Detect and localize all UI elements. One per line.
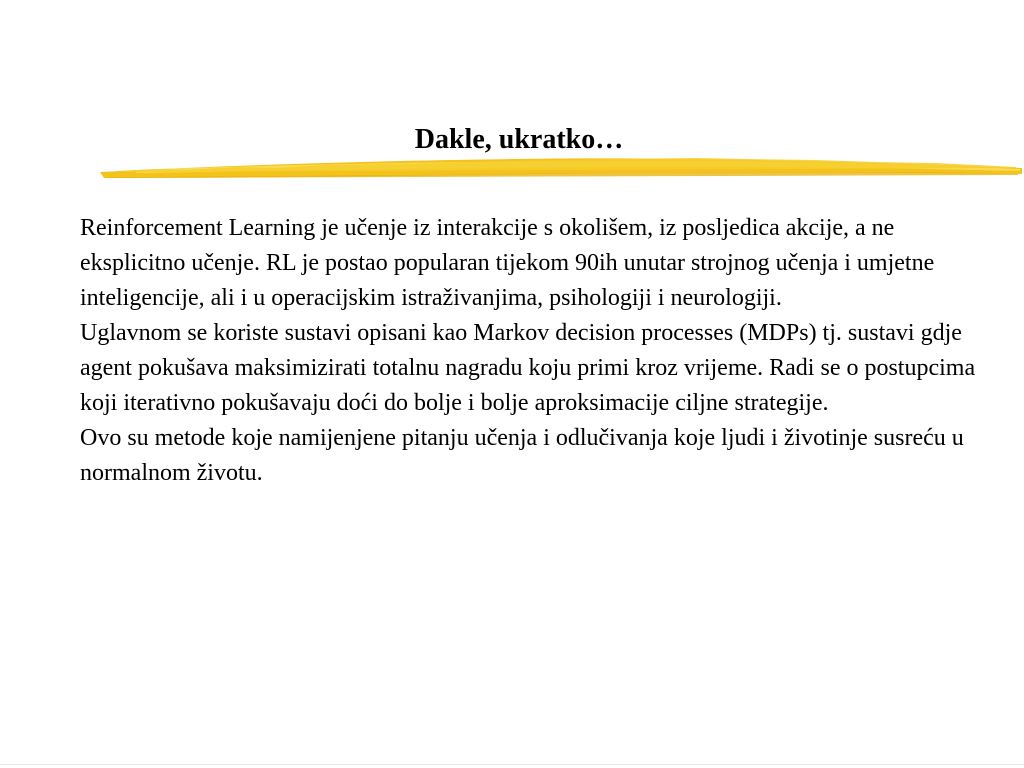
slide-bottom-divider <box>0 764 1024 765</box>
body-paragraph-1: Reinforcement Learning je učenje iz interakcije s okolišem, iz posljedica akcije, a ne eksplicitno učenje. RL je postao popularan tijekom 90ih unutar strojnog učenja i umjetne inteligencije, ali i u operacijskim istraživanjima, psihologiji i neurologiji. <box>80 215 935 311</box>
body-paragraph-2: Uglavnom se koriste sustavi opisani kao Markov decision processes (MDPs) tj. sustavi gdje agent pokušava maksimizirati totalnu nagradu koju primi kroz vrijeme. Radi se o postupcima koji iterativno pokušavaju doći do bolje i bolje aproksimacije ciljne strategije. <box>80 320 976 416</box>
body-paragraph-3: Ovo su metode koje namijenjene pitanju učenja i odlučivanja koje ljudi i životinje susreću u normalnom životu. <box>80 425 964 486</box>
slide-body <box>80 211 980 491</box>
slide-title: Dakle, ukratko… <box>414 124 624 155</box>
title-underline-brush-stroke <box>96 148 1024 188</box>
